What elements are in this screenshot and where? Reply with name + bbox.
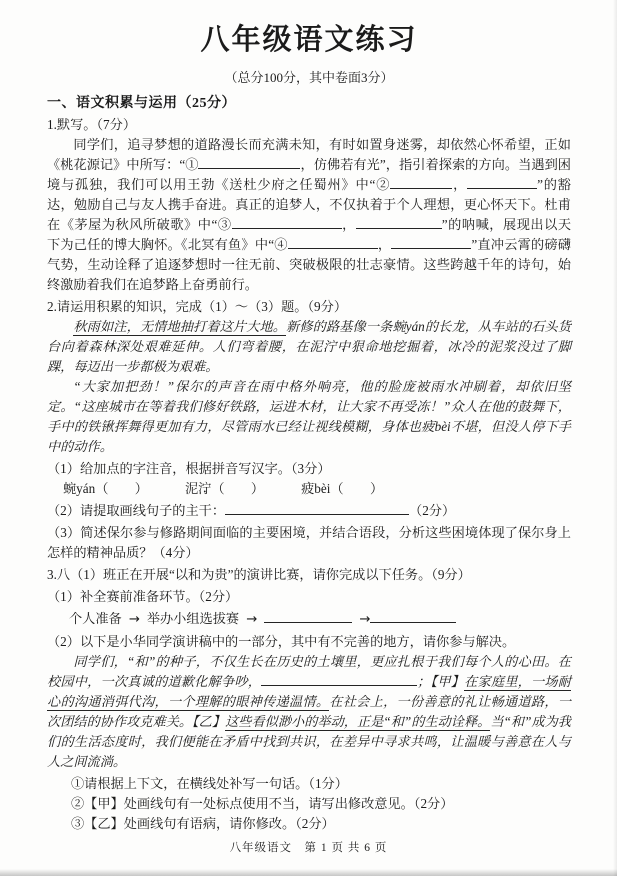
underlined-sentence: 秋雨如注，无情地抽打着这片大地。 bbox=[73, 319, 287, 334]
section-heading: 一、语文积累与运用（25分） bbox=[47, 96, 236, 111]
pinyin-item-2-brackets: （ ） bbox=[211, 481, 265, 496]
pinyin-item-2 bbox=[185, 481, 264, 496]
answer-blank bbox=[391, 236, 471, 249]
underlined-sentence-yi: 这些看似渺小的举动，正是“和”的生动诠释。 bbox=[225, 714, 491, 729]
speech-text: 当“和”成为我们的生活态度时，我们便能在矛盾中找到共识，在差异中寻求共鸣，让温暖与善意在人与人之间流淌。 bbox=[47, 714, 571, 769]
q1-text-8: ”直冲云霄的磅礴气势，生动诠释了追逐梦想时一往无前、突破极限的壮志豪情。这些跨越千年的诗句，始终激励着我们在追梦路上奋勇前行。 bbox=[47, 237, 571, 292]
question-3-sub-1-label: （1）补全赛前准备环节。（2分） bbox=[47, 589, 239, 604]
question-2-sub-3: （3）简述保尔参与修路期间面临的主要困境，并结合语段，分析这些困境体现了保尔身上怎样的精神品质？（4分） bbox=[47, 525, 571, 560]
answer-blank bbox=[225, 502, 409, 515]
q1-text-5: ， bbox=[341, 217, 356, 232]
answer-blank bbox=[370, 610, 456, 623]
answer-blank bbox=[261, 673, 417, 686]
answer-blank bbox=[467, 176, 537, 189]
pinyin-item-2-char: 泥 bbox=[184, 481, 199, 496]
question-2-label: 2.请运用积累的知识，完成（1）～（3）题。（9分） bbox=[47, 299, 348, 314]
answer-blank bbox=[198, 156, 300, 169]
question-2-sub-2 bbox=[47, 501, 571, 521]
question-1-dictation-paragraph bbox=[47, 135, 571, 295]
page-subtitle: （总分100分，其中卷面3分） bbox=[224, 70, 394, 85]
question-2-passage-2: “大家加把劲！”保尔的声音在雨中格外响亮，他的脸庞被雨水冲刷着，却依旧坚定。“这座城市在等着我们修好铁路，运进木材，让大家不再受冻！”众人在他的鼓舞下，手中的铁锹挥舞得更加有力，尽管雨水已经让视线模糊，身体也疲bèi不堪，但没人停下手中的动作。 bbox=[47, 379, 571, 454]
emphasized-char: 泞 • bbox=[323, 339, 337, 354]
question-2-sub-1-answer-row bbox=[47, 479, 571, 499]
question-3-task-2: ②【甲】处画线句有一处标点使用不当，请写出修改意见。（2分） bbox=[71, 796, 454, 811]
page-title: 八年级语文练习 bbox=[200, 24, 418, 56]
pinyin-item-3: 疲bèi（ ） bbox=[301, 481, 384, 496]
question-2-passage-1 bbox=[47, 317, 571, 377]
q1-text-3: ， bbox=[452, 177, 468, 192]
emphasized-char: 泞 • bbox=[198, 481, 211, 496]
answer-blank bbox=[356, 216, 442, 229]
pinyin-item-1: 蜿yán（ ） bbox=[63, 481, 148, 496]
answer-blank bbox=[288, 236, 378, 249]
speech-text: 同学们，“和”的种子，不仅生长在历史的土壤里，更应扎根于我们每个人的心田。在校园中，一次真诚的道歉化解争吵， bbox=[47, 654, 571, 689]
question-1-label: 1.默写。（7分） bbox=[47, 117, 137, 132]
answer-blank bbox=[232, 216, 342, 229]
question-3-preparation-flow bbox=[47, 609, 571, 630]
speech-text: 在社会上，一份善意的礼让畅通道路，一次团结的协作攻克难关。【乙】 bbox=[47, 694, 572, 729]
arrow-icon: → bbox=[246, 612, 258, 627]
q2-sub2-score: （2分） bbox=[409, 503, 456, 518]
passage-text: 中狠命地挖掘着，冰冷的泥浆没过了脚踝，每迈出一步都极为艰难。 bbox=[47, 339, 572, 374]
q2-sub2-text: （2）请提取画线句子的主干： bbox=[47, 503, 226, 518]
q1-text-4: ”的豁达，勉励自己与友人携手奋进。真正的追梦人，不仅执着于个人理想，更心怀天下。杜甫在《茅屋为秋风所破歌》中“③ bbox=[47, 177, 571, 232]
question-2-sub-1-label: （1）给加点的字注音，根据拼音写汉字。（3分） bbox=[47, 461, 331, 476]
answer-blank bbox=[390, 176, 452, 189]
underlined-sentence-jia: 在家庭里，一场耐心的沟通消弭代沟，一个理解的眼神传递温情。 bbox=[47, 674, 572, 709]
flow-step-2: 举办小组选拔赛 bbox=[146, 611, 240, 626]
q1-text-7: ， bbox=[377, 237, 392, 252]
question-3-sub-2-label: （2）以下是小华同学演讲稿中的一部分，其中有不完善的地方，请你参与解决。 bbox=[47, 634, 516, 649]
answer-blank bbox=[264, 610, 352, 623]
q1-text-1: 同学们，追寻梦想的道路漫长而充满未知，有时如置身迷雾，却依然心怀希望，正如《桃花源记》中所写：“① bbox=[47, 137, 571, 172]
question-3-task-3: ③【乙】处画线句有语病，请你修改。（2分） bbox=[71, 816, 335, 831]
arrow-icon: → bbox=[359, 612, 371, 627]
page-footer: 八年级语文 第 1 页 共 6 页 bbox=[229, 842, 388, 854]
q1-text-6: ”的呐喊，展现出以天下为己任的博大胸怀。《北冥有鱼》中“④ bbox=[47, 217, 572, 252]
arrow-icon: → bbox=[128, 612, 140, 627]
passage-text: 新修的路基像一条蜿yán的长龙，从车站的石头货台向着森林深处艰难延伸。人们弯着腰，在泥 bbox=[47, 319, 572, 354]
q1-text-2: ，仿佛若有光”，指引着探索的方向。当遇到困境与孤独，我们可以用王勃《送杜少府之任蜀州》中“② bbox=[47, 157, 571, 192]
question-3-label: 3.八（1）班正在开展“以和为贵”的演讲比赛，请你完成以下任务。（9分） bbox=[47, 567, 471, 582]
speech-text: ；【甲】 bbox=[417, 674, 465, 689]
question-3-speech-paragraph bbox=[47, 652, 571, 772]
question-3-task-1: ①请根据上下文，在横线处补写一句话。（1分） bbox=[71, 776, 348, 791]
flow-step-1: 个人准备 bbox=[69, 611, 122, 626]
